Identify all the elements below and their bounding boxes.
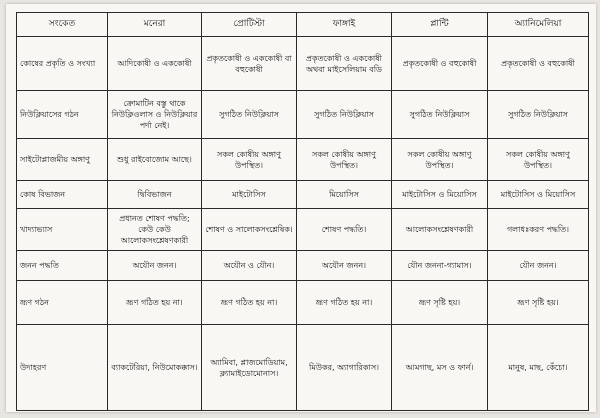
table-cell: ভ্রূণ গঠিত হয় না।	[108, 281, 202, 325]
table-cell: মাইটোসিস ও মিয়োসিস	[488, 181, 589, 209]
table-cell: ক্রোমাটিন বস্তু থাকে নিউক্লিওলাস ও নিউক্লিয়ার পর্দা নেই।	[108, 91, 202, 139]
row-label-cell: কোষ বিভাজন	[17, 181, 108, 209]
header-cell: মনেরা	[108, 13, 202, 37]
table-cell: সুগঠিত নিউক্লিয়াস	[297, 91, 392, 139]
table-cell: শোষণ ও সালোকসংশ্লেষিক।	[202, 209, 297, 251]
table-cell: মাইটোসিস ও মিয়োসিস	[392, 181, 488, 209]
header-cell: অ্যানিমেলিয়া	[488, 13, 589, 37]
table-cell: সকল কোষীয় অঙ্গাণু উপস্থিত।	[488, 139, 589, 181]
row-label-cell: কোষের প্রকৃতি ও সংখ্যা	[17, 37, 108, 91]
table-cell: প্রকৃতকোষী ও এককোষী অথবা মাইসেলিয়াম বডি	[297, 37, 392, 91]
table-cell: সুগঠিত নিউক্লিয়াস	[202, 91, 297, 139]
row-label-cell: খাদ্যাভ্যাস	[17, 209, 108, 251]
table-cell: প্রকৃতকোষী ও বহুকোষী	[392, 37, 488, 91]
table-cell: মানুষ, মাছ, কেঁচো।	[488, 325, 589, 411]
comparison-table	[16, 12, 589, 411]
header-cell: সংকেত	[17, 13, 108, 37]
table-cell: অযৌন জনন।	[108, 251, 202, 281]
table-row	[17, 251, 589, 281]
table-row	[17, 325, 589, 411]
table-cell: সুগঠিত নিউক্লিয়াস	[392, 91, 488, 139]
table-cell: সকল কোষীয় অঙ্গাণু উপস্থিত।	[297, 139, 392, 181]
table-cell: প্রধানত শোষণ পদ্ধতি; কেউ কেউ আলোকসংশ্লেষণকারী	[108, 209, 202, 251]
table-row	[17, 139, 589, 181]
row-label-cell: উদাহরণ	[17, 325, 108, 411]
table-cell: ব্যাকটেরিয়া, নিউমোকক্কাস।	[108, 325, 202, 411]
table-cell: যৌন জননা-গ্যামাস।	[392, 251, 488, 281]
row-label-cell: ভ্রূণ গঠন	[17, 281, 108, 325]
table-cell: আদিকোষী ও এককোষী	[108, 37, 202, 91]
table-cell: অ্যামিবা, প্লাজমোডিয়াম, ক্ল্যামাইডোমোনাস।	[202, 325, 297, 411]
table-cell: দ্বিবিভাজন	[108, 181, 202, 209]
table-cell: যৌন জনন।	[488, 251, 589, 281]
table-cell: শুধু রাইবোজোম আছে।	[108, 139, 202, 181]
table-cell: সকল কোষীয় অঙ্গাণু উপস্থিত।	[202, 139, 297, 181]
table-cell: আমগাছ, মস ও ফার্ন।	[392, 325, 488, 411]
table-cell: আলোকসংশ্লেষণকারী	[392, 209, 488, 251]
table-cell: প্রকৃতকোষী ও এককোষী বা বহুকোষী	[202, 37, 297, 91]
table-cell: সকল কোষীয় অঙ্গাণু উপস্থিত।	[392, 139, 488, 181]
table-cell: অযৌন জনন।	[297, 251, 392, 281]
header-cell: প্রোটিস্টা	[202, 13, 297, 37]
header-cell: প্লান্টি	[392, 13, 488, 37]
row-label-cell: জনন পদ্ধতি	[17, 251, 108, 281]
table-cell: প্রকৃতকোষী ও বহুকোষী	[488, 37, 589, 91]
header-cell: ফাঙ্গাই	[297, 13, 392, 37]
table-cell: শোষণ পদ্ধতি।	[297, 209, 392, 251]
table-cell: গলাধঃকরণ পদ্ধতি।	[488, 209, 589, 251]
table-cell: সুগঠিত নিউক্লিয়াস	[488, 91, 589, 139]
row-label-cell: নিউক্লিয়াসের গঠন	[17, 91, 108, 139]
paper-sheet	[6, 4, 596, 412]
table-cell: অযৌন ও যৌন।	[202, 251, 297, 281]
table-cell: ভ্রূণ সৃষ্টি হয়।	[488, 281, 589, 325]
table-row	[17, 37, 589, 91]
table-row	[17, 281, 589, 325]
table-cell: মাইটোসিস	[202, 181, 297, 209]
table-cell: মিউকর, অ্যাগারিকাস।	[297, 325, 392, 411]
table-cell: মিয়োসিস	[297, 181, 392, 209]
table-row	[17, 181, 589, 209]
header-row	[17, 13, 589, 37]
table-row	[17, 209, 589, 251]
table-cell: ভ্রূণ গঠিত হয় না।	[297, 281, 392, 325]
table-cell: ভ্রূণ সৃষ্টি হয়।	[392, 281, 488, 325]
table-row	[17, 91, 589, 139]
table-cell: ভ্রূণ গঠিত হয় না।	[202, 281, 297, 325]
row-label-cell: সাইটোপ্লাজমীয় অঙ্গাণু	[17, 139, 108, 181]
